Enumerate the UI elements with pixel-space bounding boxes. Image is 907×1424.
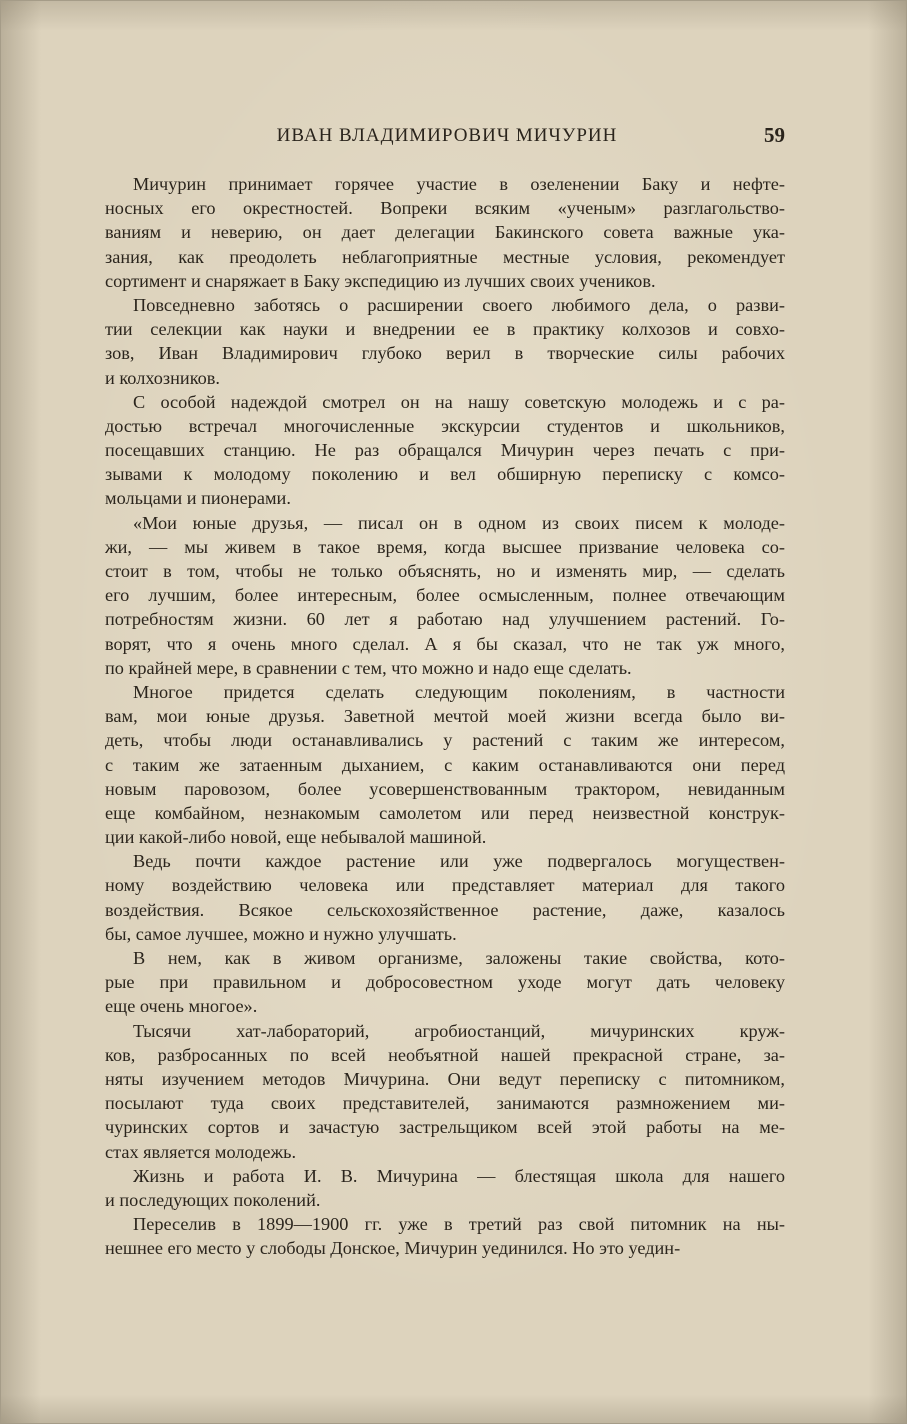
text-line: «Мои юные друзья, — писал он в одном из своих писем к молоде- [133,512,785,533]
text-line: бы, самое лучшее, можно и нужно улучшать. [105,923,457,944]
text-line: ному воздействию человека или представляет материал для такого [105,875,785,896]
text-line: ваниям и неверию, он дает делегации Бакинского совета важные ука- [105,222,785,243]
paragraph [105,1164,785,1212]
text-line: еще комбайном, незнакомым самолетом или перед неизвестной конструк- [105,802,785,823]
text-line: В нем, как в живом организме, заложены такие свойства, кото- [133,948,785,968]
text-line: ции какой-либо новой, еще небывалой машиной. [105,827,487,848]
text-line: зывами к молодому поколению и вел обширную переписку с комсо- [105,464,785,485]
text-line: носных его окрестностей. Вопреки всяким «ученым» разглагольство- [105,198,785,219]
text-line: зов, Иван Владимирович глубоко верил в творческие силы рабочих [105,343,785,364]
paragraph [105,849,785,946]
text-line: Жизнь и работа И. В. Мичурина — блестящая школа для нашего [133,1165,785,1186]
text-line: Многое придется сделать следующим поколениям, в частности [133,681,785,702]
text-line: вам, мои юные друзья. Заветной мечтой моей жизни всегда было ви- [105,706,785,727]
page-number: 59 [764,123,785,147]
paragraph [105,680,785,849]
text-line: с таким же затаенным дыханием, с каким останавливаются они перед [105,754,785,775]
text-line: сортимент и снаряжает в Баку экспедицию из лучших своих учеников. [105,270,656,291]
text-line: новым паровозом, более усовершенствованным трактором, невиданным [105,778,785,799]
paragraph [105,390,785,511]
text-line: ков, разбросанных по всей необъятной нашей прекрасной стране, за- [105,1044,785,1065]
paragraph [105,1212,785,1260]
paragraph [105,293,785,390]
text-line: и колхозников. [105,367,220,388]
text-line: и последующих поколений. [105,1189,321,1210]
text-line: Переселив в 1899—1900 гг. уже в третий раз свой питомник на ны- [133,1214,785,1235]
text-line: няты изучением методов Мичурина. Они ведут переписку с питомником, [105,1068,785,1089]
text-line: тии селекции как науки и внедрении ее в практику колхозов и совхо- [105,319,785,340]
text-line: нешнее его место у слободы Донское, Мичурин уединился. Но это уедин- [105,1238,681,1259]
text-line: Мичурин принимает горячее участие в озеленении Баку и нефте- [133,174,785,194]
text-line: еще очень многое». [105,996,258,1017]
paragraph [105,511,785,680]
paragraph [105,946,785,1019]
text-line: рые при правильном и добросовестном уходе могут дать человеку [105,972,785,993]
text-line: жи, — мы живем в такое время, когда высшее призвание человека со- [105,536,785,557]
text-line: ворят, что я очень много сделал. А я бы сказал, что не так уж много, [105,633,785,654]
text-line: стоит в том, чтобы не только объяснять, но и изменять мир, — сделать [105,561,785,581]
text-line: чуринских сортов и зачастую застрельщиком всей этой работы на ме- [105,1117,785,1138]
text-line: С особой надеждой смотрел он на нашу советскую молодежь и с ра- [133,391,785,412]
text-line: его лучшим, более интересным, более осмысленным, полнее отвечающим [105,585,785,606]
text-line: достью встречал многочисленные экскурсии студентов и школьников, [105,415,785,436]
text-line: Повседневно заботясь о расширении своего любимого дела, о разви- [133,294,785,315]
text-line: Ведь почти каждое растение или уже подвергалось могуществен- [133,851,785,872]
text-line: мольцами и пионерами. [105,488,291,509]
text-line: посылают туда своих представителей, занимаются размножением ми- [105,1093,785,1114]
text-line: стах является молодежь. [105,1141,297,1162]
text-line: деть, чтобы люди останавливались у растений с таким же интересом, [105,730,785,751]
running-head [107,125,787,151]
text-line: посещавших станцию. Не раз обращался Мичурин через печать с при- [105,440,785,461]
paragraph [105,1019,785,1164]
body-text [105,172,785,1260]
text-line: зания, как преодолеть неблагоприятные местные условия, рекомендует [105,246,785,267]
text-line: воздействия. Всякое сельскохозяйственное растение, даже, казалось [105,899,785,920]
page-title: ИВАН ВЛАДИМИРОВИЧ МИЧУРИН [276,125,618,146]
text-line: потребностям жизни. 60 лет я работаю над улучшением растений. Го- [105,609,785,630]
paragraph [105,172,785,293]
text-line: Тысячи хат-лабораторий, агробиостанций, мичуринских круж- [133,1020,785,1041]
text-line: по крайней мере, в сравнении с тем, что можно и надо еще сделать. [105,657,632,678]
